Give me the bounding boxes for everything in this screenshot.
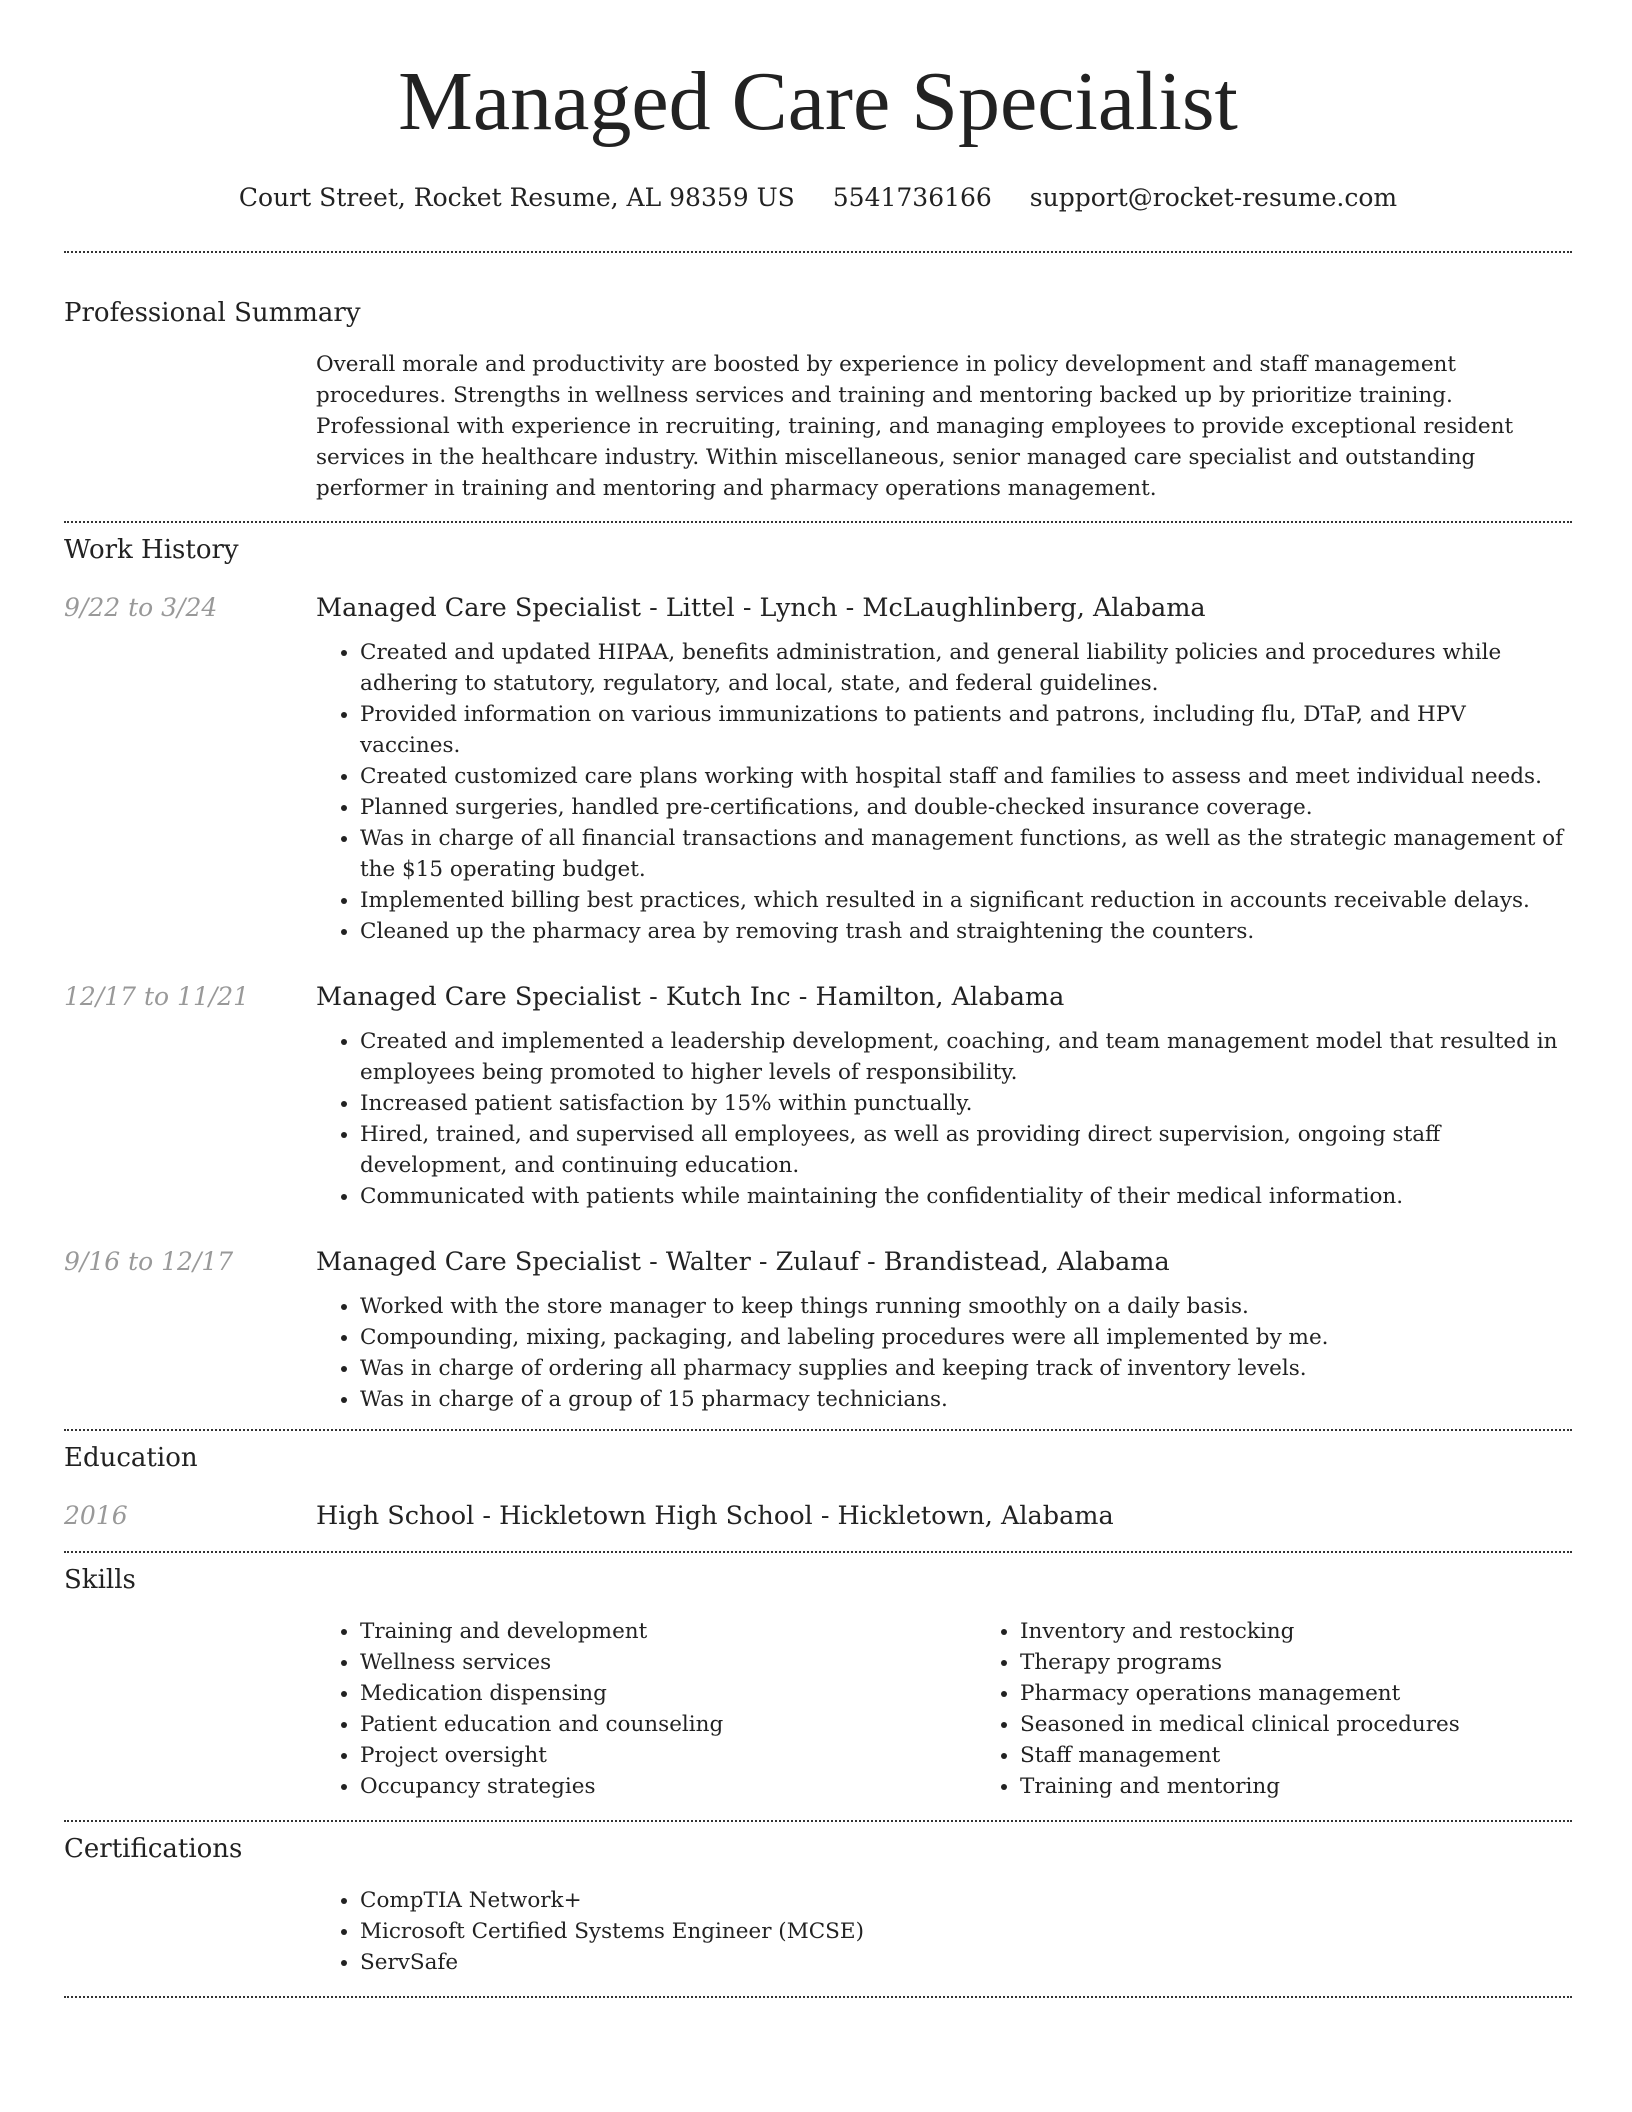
- certifications-list: [316, 1885, 1572, 1978]
- contact-phone: 5541736166: [832, 183, 992, 212]
- list-item: • Implemented billing best practices, which resulted in a significant reduction in accounts receivable delays.: [360, 885, 1572, 916]
- job-dates: 9/16 to 12/17: [64, 1247, 234, 1276]
- job-dates: 9/22 to 3/24: [64, 593, 218, 622]
- divider: [64, 1820, 1572, 1822]
- list-item: • Pharmacy operations management: [1020, 1678, 1632, 1709]
- list-item: • Training and mentoring: [1020, 1771, 1632, 1802]
- list-item: • Created and implemented a leadership development, coaching, and team management model that resulted in employees being promoted to higher levels of responsibility.: [360, 1026, 1572, 1088]
- certifications-section: [64, 1832, 1572, 1978]
- summary-text: Overall morale and productivity are boosted by experience in policy development and staff management procedures. Strengths in wellness services and training and mentoring backed up by prioritize training. Professional with experience in recruiting, training, and managing employees to provide exceptional resident services in the healthcare industry. Within miscellaneous, senior managed care specialist and outstanding performer in training and mentoring and pharmacy operations management.: [316, 352, 1514, 501]
- job-heading: Managed Care Specialist - Kutch Inc - Hamilton, Alabama: [316, 982, 1065, 1012]
- section-title-summary: Professional Summary: [64, 298, 361, 328]
- job-heading: Managed Care Specialist - Littel - Lynch - McLaughlinberg, Alabama: [316, 593, 1206, 623]
- list-item: • Created and updated HIPAA, benefits administration, and general liability policies and procedures while adhering to statutory, regulatory, and local, state, and federal guidelines.: [360, 637, 1572, 699]
- job-bullets: [316, 637, 1572, 947]
- list-item: • Planned surgeries, handled pre-certifications, and double-checked insurance coverage.: [360, 792, 1572, 823]
- list-item: • Inventory and restocking: [1020, 1616, 1632, 1647]
- summary-section: [64, 296, 1572, 504]
- list-item: • Was in charge of ordering all pharmacy supplies and keeping track of inventory levels.: [360, 1353, 1572, 1384]
- list-item: • Therapy programs: [1020, 1647, 1632, 1678]
- contact-address: Court Street, Rocket Resume, AL 98359 US: [238, 183, 795, 212]
- job-entry: [64, 980, 1572, 1212]
- contact-email: support@rocket-resume.com: [1029, 183, 1398, 212]
- list-item: • Patient education and counseling: [360, 1709, 976, 1740]
- resume-page: [64, 0, 1572, 1998]
- job-heading: Managed Care Specialist - Walter - Zulauf - Brandistead, Alabama: [316, 1247, 1170, 1277]
- list-item: • Was in charge of all financial transactions and management functions, as well as the strategic management of the $15 operating budget.: [360, 823, 1572, 885]
- divider: [64, 1996, 1572, 1998]
- list-item: • Medication dispensing: [360, 1678, 976, 1709]
- list-item: • Hired, trained, and supervised all employees, as well as providing direct supervision, ongoing staff development, and continuing education.: [360, 1119, 1572, 1181]
- work-history-section: [64, 533, 1572, 1415]
- list-item: • Training and development: [360, 1616, 976, 1647]
- divider: [64, 1429, 1572, 1431]
- education-year: 2016: [64, 1501, 128, 1530]
- job-bullets: [316, 1291, 1572, 1415]
- section-title-skills: Skills: [64, 1565, 136, 1595]
- job-entry: [64, 591, 1572, 947]
- section-title-work: Work History: [64, 535, 239, 565]
- skills-list-right: [976, 1616, 1632, 1802]
- list-item: • Communicated with patients while maintaining the confidentiality of their medical information.: [360, 1181, 1572, 1212]
- divider: [64, 251, 1572, 253]
- section-title-certifications: Certifications: [64, 1834, 243, 1864]
- list-item: • Worked with the store manager to keep things running smoothly on a daily basis.: [360, 1291, 1572, 1322]
- list-item: • ServSafe: [360, 1947, 1572, 1978]
- education-section: [64, 1441, 1572, 1533]
- list-item: • Cleaned up the pharmacy area by removing trash and straightening the counters.: [360, 916, 1572, 947]
- skills-section: [64, 1563, 1572, 1802]
- divider: [64, 1551, 1572, 1553]
- job-bullets: [316, 1026, 1572, 1212]
- list-item: • Microsoft Certified Systems Engineer (MCSE): [360, 1916, 1572, 1947]
- job-dates: 12/17 to 11/21: [64, 982, 250, 1011]
- list-item: • Increased patient satisfaction by 15% within punctually.: [360, 1088, 1572, 1119]
- contact-line: [64, 182, 1572, 214]
- list-item: • CompTIA Network+: [360, 1885, 1572, 1916]
- resume-name: Managed Care Specialist: [398, 55, 1238, 148]
- list-item: • Project oversight: [360, 1740, 976, 1771]
- list-item: • Staff management: [1020, 1740, 1632, 1771]
- list-item: • Created customized care plans working with hospital staff and families to assess and meet individual needs.: [360, 761, 1572, 792]
- list-item: • Wellness services: [360, 1647, 976, 1678]
- education-heading: High School - Hickletown High School - Hickletown, Alabama: [316, 1501, 1114, 1531]
- list-item: • Provided information on various immunizations to patients and patrons, including flu, DTaP, and HPV vaccines.: [360, 699, 1572, 761]
- list-item: • Compounding, mixing, packaging, and labeling procedures were all implemented by me.: [360, 1322, 1572, 1353]
- list-item: • Occupancy strategies: [360, 1771, 976, 1802]
- divider: [64, 521, 1572, 523]
- skills-list-left: [316, 1616, 976, 1802]
- section-title-education: Education: [64, 1443, 198, 1473]
- list-item: • Was in charge of a group of 15 pharmacy technicians.: [360, 1384, 1572, 1415]
- list-item: • Seasoned in medical clinical procedures: [1020, 1709, 1632, 1740]
- job-entry: [64, 1245, 1572, 1415]
